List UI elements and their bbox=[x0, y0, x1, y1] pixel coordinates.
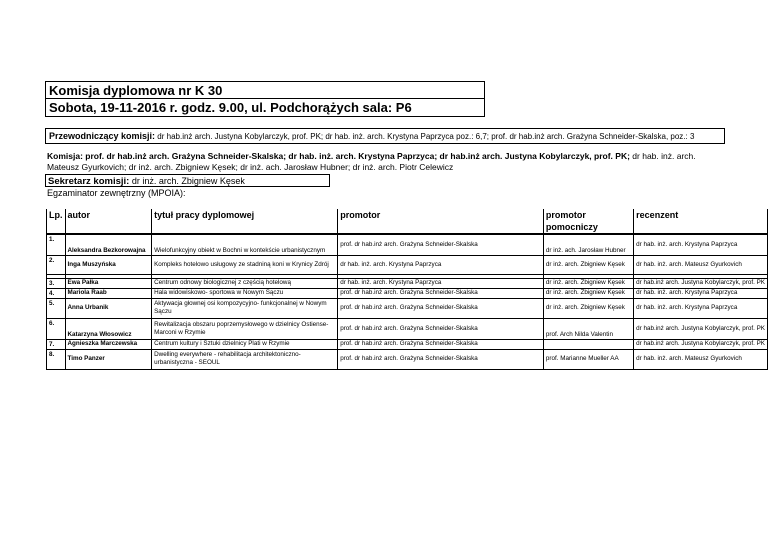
row-lp: 8. bbox=[47, 349, 66, 369]
row-assistant: prof. Marianne Mueller AA bbox=[543, 349, 633, 369]
row-promotor: prof. dr hab.inż arch. Grażyna Schneider-Skalska bbox=[338, 339, 544, 349]
committee-members-bold: prof. dr hab.inż arch. Grażyna Schneider-Skalska; dr hab. inż. arch. Krystyna Paprzyca; dr hab.inż arch. Justyna Kobylarczyk, prof. PK; bbox=[85, 151, 630, 161]
row-lp: 1. bbox=[47, 234, 66, 255]
row-promotor: prof. dr hab.inż arch. Grażyna Schneider-Skalska bbox=[338, 234, 544, 255]
committee-section bbox=[45, 151, 727, 173]
row-title: Hala widowiskowo- sportowa w Nowym Sączu bbox=[152, 288, 338, 298]
row-promotor: dr hab. inż. arch. Krystyna Paprzyca bbox=[338, 255, 544, 274]
row-assistant bbox=[543, 339, 633, 349]
secretary-name: dr inż. arch. Zbigniew Kęsek bbox=[131, 176, 245, 186]
header-author: autor bbox=[65, 209, 152, 234]
row-title: Kompleks hotelowo usługowy ze stadniną koni w Krynicy Zdrój bbox=[152, 255, 338, 274]
header-lp: Lp. bbox=[47, 209, 66, 234]
committee-label: Komisja: bbox=[47, 151, 83, 161]
secretary-label: Sekretarz komisji: bbox=[48, 176, 130, 187]
row-author: Ewa Pałka bbox=[65, 278, 152, 288]
row-reviewer: dr hab.inż arch. Justyna Kobylarczyk, prof. PK bbox=[634, 278, 768, 288]
table-row bbox=[47, 318, 768, 339]
chair-section bbox=[45, 128, 725, 144]
row-author: Anna Urbanik bbox=[65, 298, 152, 318]
table-row bbox=[47, 349, 768, 369]
row-title: Wielofunkcyjny obiekt w Bochni w kontekście urbanistycznym bbox=[152, 234, 338, 255]
row-reviewer: dr hab. inż. arch. Mateusz Gyurkovich bbox=[634, 255, 768, 274]
row-title: Rewitalizacja obszaru poprzemysłowego w dzielnicy Ostiense-Marconi w Rzymie bbox=[152, 318, 338, 339]
header-spacer bbox=[477, 209, 544, 234]
table-row bbox=[47, 278, 768, 288]
header-title: tytuł pracy dyplomowej bbox=[152, 209, 338, 234]
row-assistant: dr inż. arch. Zbigniew Kęsek bbox=[543, 255, 633, 274]
table-row bbox=[47, 234, 768, 255]
row-reviewer: dr hab.inż arch. Justyna Kobylarczyk, prof. PK bbox=[634, 339, 768, 349]
row-assistant: dr inż. arch. Zbigniew Kęsek bbox=[543, 278, 633, 288]
session-date-venue: Sobota, 19-11-2016 r. godz. 9.00, ul. Podchorążych sala: P6 bbox=[45, 98, 485, 117]
row-assistant: dr inż. arch. Zbigniew Kęsek bbox=[543, 298, 633, 318]
row-promotor: prof. dr hab.inż arch. Grażyna Schneider-Skalska bbox=[338, 349, 544, 369]
chair-label: Przewodniczący komisji: bbox=[49, 131, 156, 141]
row-lp: 2. bbox=[47, 255, 66, 274]
row-lp: 3. bbox=[47, 278, 66, 288]
secretary-section bbox=[45, 174, 330, 187]
header-promotor: promotor bbox=[338, 209, 477, 234]
table-row bbox=[47, 255, 768, 274]
row-author: Aleksandra Bezkorowajna bbox=[65, 234, 152, 255]
row-lp: 7. bbox=[47, 339, 66, 349]
row-author: Katarzyna Włosowicz bbox=[65, 318, 152, 339]
chair-text: dr hab.inż arch. Justyna Kobylarczyk, prof. PK; dr hab. inż. arch. Krystyna Paprzyca poz.: 6,7; prof. dr hab.inż arch. Grażyna Schneider-Skalska, poz.: 3 bbox=[157, 132, 695, 141]
row-reviewer: dr hab. inż. arch. Mateusz Gyurkovich bbox=[634, 349, 768, 369]
row-promotor: prof. dr hab.inż arch. Grażyna Schneider-Skalska bbox=[338, 318, 544, 339]
committee-members: dr hab. inż. arch. Mateusz Gyurkovich; dr inż. arch. Zbigniew Kęsek; dr inż. ach. Jarosław Hubner; dr inż. arch. Piotr Celewicz bbox=[47, 151, 696, 172]
header-assistant: promotor pomocniczy bbox=[543, 209, 633, 234]
row-title: Centrum kultury i Sztuki dzielnicy Plati w Rzymie bbox=[152, 339, 338, 349]
row-author: Inga Muszyńska bbox=[65, 255, 152, 274]
row-title: Centrum odnowy biologicznej z częścią hotelową bbox=[152, 278, 338, 288]
table-header bbox=[47, 209, 768, 234]
row-author: Timo Panzer bbox=[65, 349, 152, 369]
row-title: Dwelling everywhere - rehabilitacja architektoniczno-urbanistyczna - SEOUL bbox=[152, 349, 338, 369]
row-promotor: prof. dr hab.inż arch. Grażyna Schneider-Skalska bbox=[338, 298, 544, 318]
row-reviewer: dr hab. inż. arch. Krystyna Paprzyca bbox=[634, 298, 768, 318]
row-author: Mariola Raab bbox=[65, 288, 152, 298]
header-reviewer: recenzent bbox=[634, 209, 768, 234]
table-row bbox=[47, 298, 768, 318]
diploma-table bbox=[46, 209, 768, 370]
committee-number: Komisja dyplomowa nr K 30 bbox=[45, 81, 485, 99]
row-reviewer: dr hab. inż. arch. Krystyna Paprzyca bbox=[634, 288, 768, 298]
row-lp: 6. bbox=[47, 318, 66, 339]
row-lp: 4. bbox=[47, 288, 66, 298]
row-assistant: prof. Arch Nilda Valentin bbox=[543, 318, 633, 339]
external-examiner: Egzaminator zewnętrzny (MPOIA): bbox=[47, 188, 186, 198]
row-lp: 5. bbox=[47, 298, 66, 318]
row-reviewer: dr hab. inż. arch. Krystyna Paprzyca bbox=[634, 234, 768, 255]
row-title: Aktywacja głownej osi kompozycyjno- funkcjonalnej w Nowym Sączu bbox=[152, 298, 338, 318]
row-reviewer: dr hab.inż arch. Justyna Kobylarczyk, prof. PK bbox=[634, 318, 768, 339]
row-promotor: prof. dr hab.inż arch. Grażyna Schneider-Skalska bbox=[338, 288, 544, 298]
row-assistant: dr inż. ach. Jarosław Hubner bbox=[543, 234, 633, 255]
row-promotor: dr hab. inż. arch. Krystyna Paprzyca bbox=[338, 278, 544, 288]
table-row bbox=[47, 339, 768, 349]
table-row bbox=[47, 288, 768, 298]
row-author: Agnieszka Marczewska bbox=[65, 339, 152, 349]
row-assistant: dr inż. arch. Zbigniew Kęsek bbox=[543, 288, 633, 298]
